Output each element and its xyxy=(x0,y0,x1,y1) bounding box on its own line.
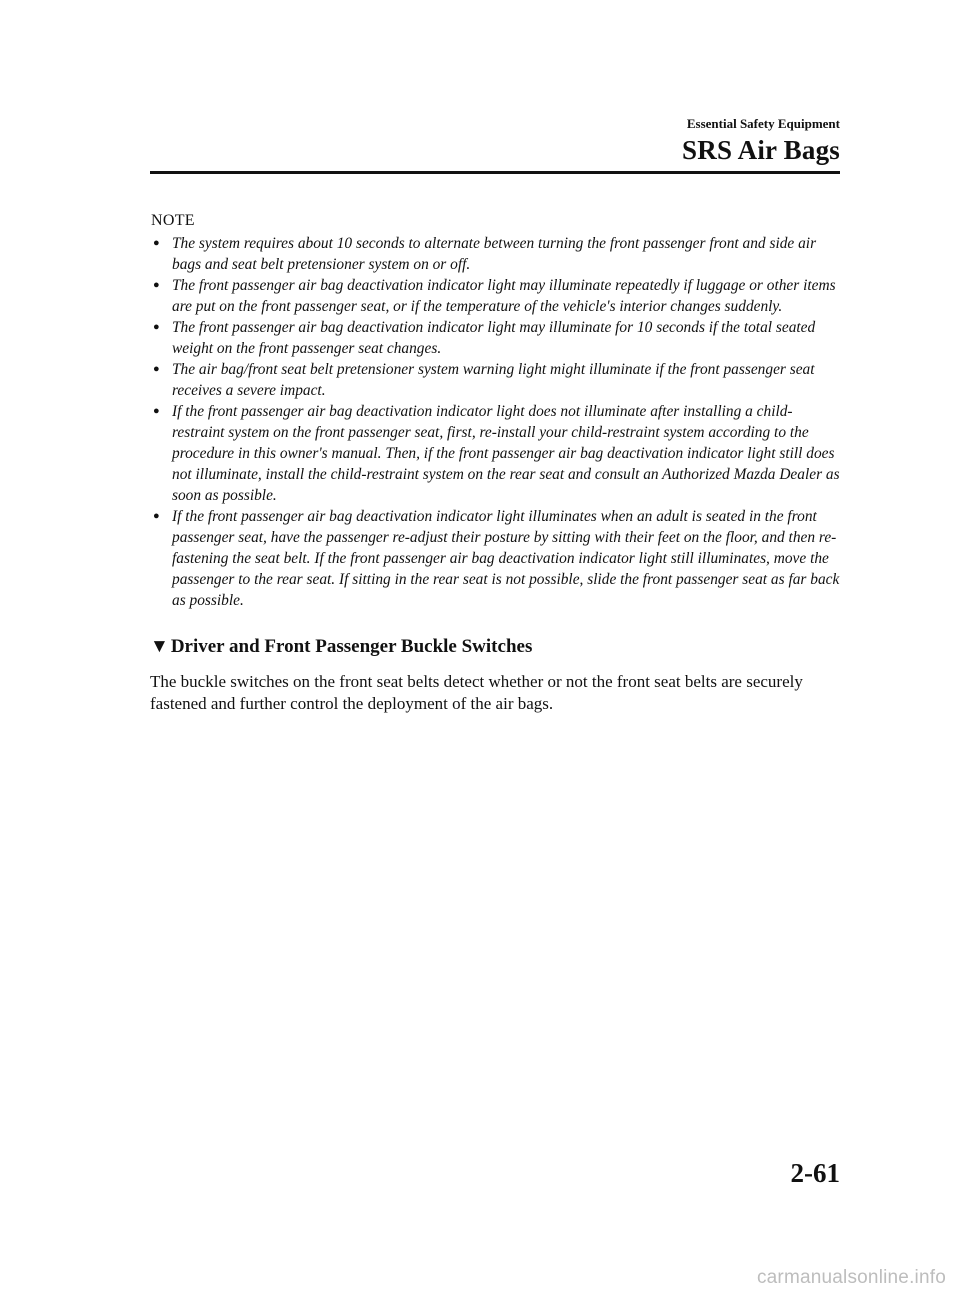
note-heading: NOTE xyxy=(151,212,195,229)
bullet-icon: ● xyxy=(153,279,160,291)
bullet-icon: ● xyxy=(153,405,160,417)
note-item xyxy=(150,233,842,275)
note-item-text: The air bag/front seat belt pretensioner system warning light might illuminate if the front passenger seat receives a severe impact. xyxy=(172,361,815,399)
section-heading xyxy=(150,635,842,659)
note-item xyxy=(150,506,842,611)
chapter-title: SRS Air Bags xyxy=(682,135,840,165)
note-list xyxy=(150,233,842,611)
bullet-icon: ● xyxy=(153,321,160,333)
page-header xyxy=(150,116,840,166)
note-item-text: If the front passenger air bag deactivation indicator light does not illuminate after installing a child-restraint system on the front passenger seat, first, re-install your child-restraint system according to the procedure in this owner's manual. Then, if the front passenger air bag deactivation indicator light still does not illuminate, install the child-restraint system on the rear seat and consult an Authorized Mazda Dealer as soon as possible. xyxy=(172,403,840,504)
watermark: carmanualsonline.info xyxy=(756,1267,946,1288)
note-item-text: If the front passenger air bag deactivation indicator light illuminates when an adult is seated in the front passenger seat, have the passenger re-adjust their posture by sitting with their feet on the floor, and then re-fastening the seat belt. If the front passenger air bag deactivation indicator light still illuminates, move the passenger to the rear seat. If sitting in the rear seat is not possible, slide the front passenger seat as far back as possible. xyxy=(172,508,840,609)
note-item xyxy=(150,401,842,506)
note-item xyxy=(150,317,842,359)
bullet-icon: ● xyxy=(153,363,160,375)
bullet-icon: ● xyxy=(153,237,160,249)
triangle-down-icon: ▼ xyxy=(150,636,169,657)
note-item-text: The front passenger air bag deactivation indicator light may illuminate for 10 seconds if the total seated weight on the front passenger seat changes. xyxy=(172,319,816,357)
section-label: Essential Safety Equipment xyxy=(686,116,840,131)
note-item xyxy=(150,359,842,401)
bullet-icon: ● xyxy=(153,510,160,522)
note-item-text: The system requires about 10 seconds to alternate between turning the front passenger front and side air bags and seat belt pretensioner system on or off. xyxy=(172,235,817,273)
note-item-text: The front passenger air bag deactivation indicator light may illuminate repeatedly if luggage or other items are put on the front passenger seat, or if the temperature of the vehicle's interior changes suddenly. xyxy=(172,277,836,315)
page-number: 2-61 xyxy=(790,1158,840,1188)
section-body: The buckle switches on the front seat belts detect whether or not the front seat belts are securely fastened and further control the deployment of the air bags. xyxy=(150,672,803,713)
note-item xyxy=(150,275,842,317)
page-content xyxy=(150,211,842,715)
section-heading-text: Driver and Front Passenger Buckle Switches xyxy=(170,636,533,657)
header-rule xyxy=(150,171,840,174)
